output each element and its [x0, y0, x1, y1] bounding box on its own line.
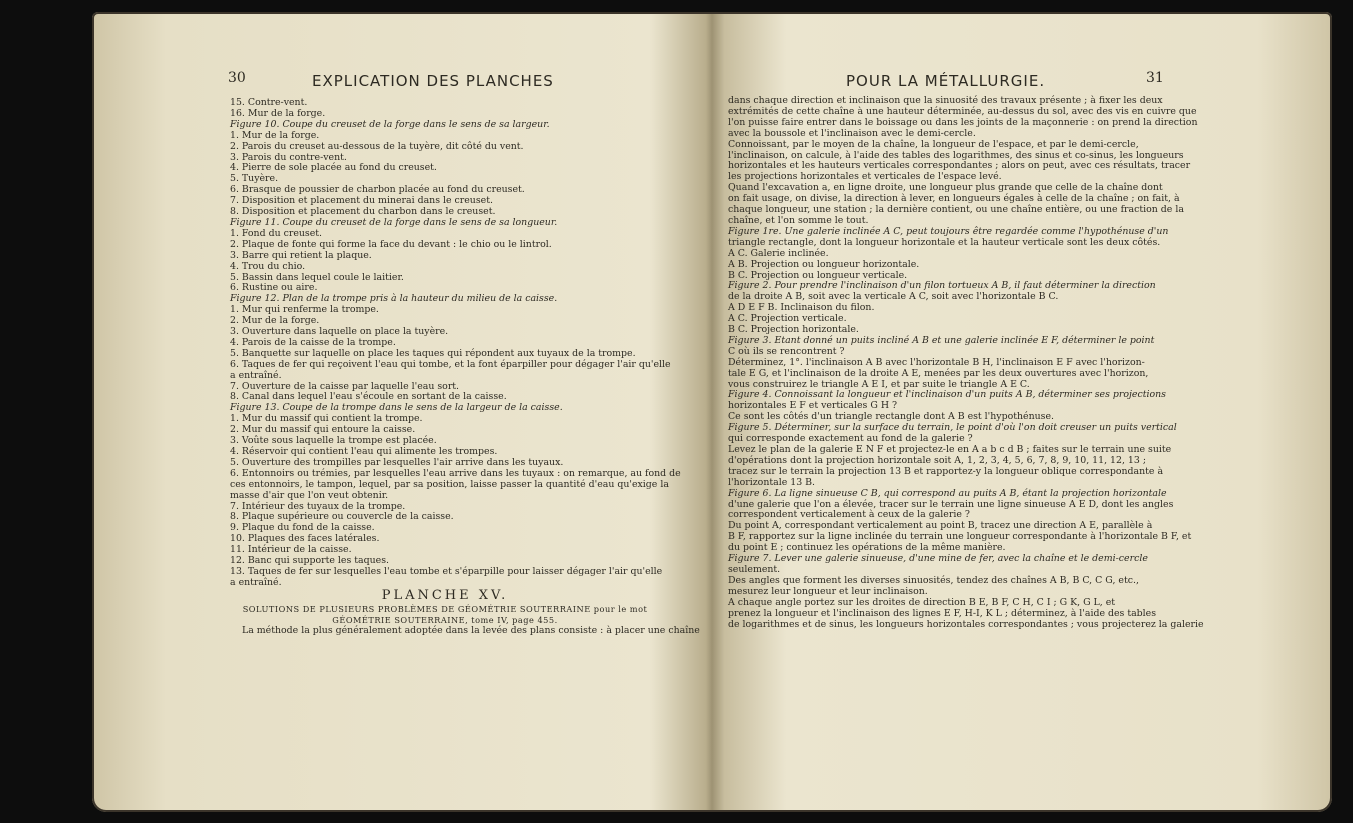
text-line: vous construirez le triangle A E I, et par suite le triangle A E C.	[728, 378, 1030, 390]
right-page-number: 31	[1146, 70, 1164, 86]
text-line: 4. Trou du chio.	[230, 260, 306, 272]
text-line: 6. Brasque de poussier de charbon placée au fond du creuset.	[230, 184, 525, 196]
text-line: 6. Rustine ou aire.	[230, 282, 318, 294]
solutions-heading: GÉOMÉTRIE SOUTERRAINE, tome IV, page 455.	[332, 614, 558, 625]
text-line: 8. Canal dans lequel l'eau s'écoule en sortant de la caisse.	[230, 391, 507, 403]
text-line: 4. Pierre de sole placée au fond du creuset.	[230, 162, 437, 174]
text-line: 2. Plaque de fonte qui forme la face du devant : le chio ou le lintrol.	[230, 238, 552, 250]
text-line: A B. Projection ou longueur horizontale.	[728, 258, 920, 270]
text-line: 4. Réservoir qui contient l'eau qui alimente les trompes.	[230, 446, 498, 457]
left-running-head: EXPLICATION DES PLANCHES	[312, 72, 554, 90]
text-line: Du point A, correspondant verticalement au point B, tracez une direction A E, parallèle à	[728, 520, 1153, 532]
text-line: extrémités de cette chaîne à une hauteur déterminée, au-dessus du sol, avec des vis en cuivre que	[728, 105, 1197, 117]
text-line: de logarithmes et de sinus, les longueurs horizontales correspondantes ; vous projecterez la galerie	[728, 618, 1204, 630]
text-line: d'opérations dont la projection horizontale soit A, 1, 2, 3, 4, 5, 6, 7, 8, 9, 10, 11, 12, 13 ;	[728, 454, 1146, 466]
text-line: Déterminez, 1°. l'inclinaison A B avec l'horizontale B H, l'inclinaison E F avec l'horizon-	[728, 356, 1145, 368]
text-line: 10. Plaques des faces latérales.	[230, 533, 380, 545]
text-line: les projections horizontales et verticales de l'espace levé.	[728, 171, 1002, 183]
text-line: B F, rapportez sur la ligne inclinée du terrain une longueur correspondante à l'horizontale B F, et	[728, 531, 1192, 543]
text-line: 1. Mur du massif qui contient la trompe.	[230, 413, 423, 425]
text-line: Figure 7. Lever une galerie sinueuse, d'une mine de fer, avec la chaîne et le demi-cercle	[728, 553, 1148, 565]
text-line: 6. Entonnoirs ou trémies, par lesquelles l'eau arrive dans les tuyaux : on remarque, au fond de	[230, 467, 681, 479]
text-line: masse d'air que l'on veut obtenir.	[230, 489, 389, 501]
text-line: 3. Parois du contre-vent.	[230, 151, 347, 163]
text-line: Figure 1re. Une galerie inclinée A C, peut toujours être regardée comme l'hypothénuse d'un	[728, 225, 1169, 237]
right-page-body	[728, 95, 1204, 630]
text-line: prenez la longueur et l'inclinaison des lignes E F, H-I, K L ; déterminez, à l'aide des tables	[728, 607, 1157, 619]
text-line: A chaque angle portez sur les droites de direction B E, B F, C H, C I ; G K, G L, et	[728, 596, 1116, 608]
text-line: mesurez leur longueur et leur inclinaison.	[728, 585, 928, 597]
text-line: 3. Voûte sous laquelle la trompe est placée.	[230, 435, 437, 447]
text-line: 4. Parois de la caisse de la trompe.	[230, 336, 396, 348]
text-line: a entraîné.	[230, 369, 282, 381]
text-line: Figure 3. Etant donné un puits incliné A B et une galerie inclinée E F, déterminer le point	[728, 334, 1155, 346]
text-line: ces entonnoirs, le tampon, lequel, par sa position, laisse passer la quantité d'eau qu'exige la	[230, 478, 669, 490]
text-line: on fait usage, on divise, la direction à lever, en longueurs égales à celle de la chaîne ; on fait, à	[728, 193, 1180, 205]
text-line: Figure 5. Déterminer, sur la surface du terrain, le point d'où l'on doit creuser un puits vertical	[728, 422, 1177, 434]
text-line: correspondent verticalement à ceux de la galerie ?	[728, 509, 970, 521]
text-line: 7. Intérieur des tuyaux de la trompe.	[230, 500, 406, 512]
text-line: B C. Projection ou longueur verticale.	[728, 269, 908, 281]
text-line: 5. Bassin dans lequel coule le laitier.	[230, 271, 404, 283]
text-line: Figure 2. Pour prendre l'inclinaison d'un filon tortueux A B, il faut déterminer la direction	[728, 280, 1156, 292]
text-line: Figure 4. Connoissant la longueur et l'inclinaison d'un puits A B, déterminer ses projections	[728, 389, 1166, 401]
text-line: 3. Barre qui retient la plaque.	[230, 249, 372, 261]
text-line: B C. Projection horizontale.	[728, 324, 859, 336]
text-line: seulement.	[728, 563, 781, 575]
text-line: 2. Parois du creuset au-dessous de la tuyère, dit côté du vent.	[230, 140, 524, 152]
left-page-body	[230, 97, 700, 636]
text-line: 5. Tuyère.	[230, 173, 279, 185]
text-line: horizontales E F et verticales G H ?	[728, 400, 898, 412]
text-line: de la droite A B, soit avec la verticale A C, soit avec l'horizontale B C.	[728, 291, 1059, 303]
text-line: Levez le plan de la galerie E N F et projectez-le en A a b c d B ; faites sur le terrain une suite	[728, 444, 1172, 455]
text-line: 15. Contre-vent.	[230, 97, 308, 108]
text-line: triangle rectangle, dont la longueur horizontale et la hauteur verticale sont les deux côtés.	[728, 236, 1161, 248]
left-page-number: 30	[228, 70, 246, 86]
text-line: C où ils se rencontrent ?	[728, 345, 845, 357]
text-line: l'horizontale 13 B.	[728, 476, 816, 488]
text-line: l'inclinaison, on calcule, à l'aide des tables des logarithmes, des sinus et co-sinus, les longueurs	[728, 149, 1184, 161]
text-line: 2. Mur du massif qui entoure la caisse.	[230, 424, 416, 436]
text-line: chaque longueur, une station ; la dernière contient, ou une chaîne entière, ou une fraction de la	[728, 204, 1184, 216]
text-line: 13. Taques de fer sur lesquelles l'eau tombe et s'éparpille pour laisser dégager l'air qu'elle	[230, 565, 663, 577]
text-line: Ce sont les côtés d'un triangle rectangle dont A B est l'hypothénuse.	[728, 411, 1055, 423]
text-line: 1. Mur de la forge.	[230, 129, 320, 141]
text-line: A C. Projection verticale.	[728, 313, 847, 325]
plate-title: PLANCHE XV.	[381, 587, 509, 603]
text-line: A C. Galerie inclinée.	[728, 247, 829, 259]
text-line: 7. Disposition et placement du minerai dans le creuset.	[230, 195, 493, 207]
text-line: 1. Mur qui renferme la trompe.	[230, 304, 379, 316]
text-line: 12. Banc qui supporte les taques.	[230, 555, 389, 567]
text-line: Figure 10. Coupe du creuset de la forge dans le sens de sa largeur.	[230, 118, 550, 130]
text-line: 5. Banquette sur laquelle on place les taques qui répondent aux tuyaux de la trompe.	[230, 347, 636, 359]
text-line: Figure 6. La ligne sinueuse C B, qui correspond au puits A B, étant la projection horizontale	[728, 487, 1167, 499]
text-line: La méthode la plus généralement adoptée dans la levée des plans consiste : à placer une chaîne	[242, 624, 700, 636]
text-line: Connoissant, par le moyen de la chaîne, la longueur de l'espace, et par le demi-cercle,	[728, 138, 1139, 150]
text-line: d'une galerie que l'on a élevée, tracer sur le terrain une ligne sinueuse A E D, dont les angles	[728, 498, 1174, 510]
solutions-heading: SOLUTIONS DE PLUSIEURS PROBLÈMES DE GÉOMÉTRIE SOUTERRAINE pour le mot	[242, 603, 648, 614]
text-line: horizontales et les hauteurs verticales correspondantes ; alors on peut, avec ces résultats, tracer	[728, 160, 1191, 172]
text-line: 7. Ouverture de la caisse par laquelle l'eau sort.	[230, 380, 460, 392]
text-line: Figure 11. Coupe du creuset de la forge dans le sens de sa longueur.	[230, 216, 558, 228]
text-line: Quand l'excavation a, en ligne droite, une longueur plus grande que celle de la chaîne dont	[728, 182, 1163, 194]
text-line: chaîne, et l'on somme le tout.	[728, 214, 869, 226]
text-line: 9. Plaque du fond de la caisse.	[230, 522, 375, 534]
text-line: 3. Ouverture dans laquelle on place la tuyère.	[230, 326, 449, 338]
text-line: dans chaque direction et inclinaison que la sinuosité des travaux présente ; à fixer les deux	[728, 95, 1163, 106]
text-line: qui corresponde exactement au fond de la galerie ?	[728, 433, 973, 445]
text-line: A D E F B. Inclinaison du filon.	[728, 302, 875, 314]
text-line: 5. Ouverture des trompilles par lesquelles l'air arrive dans les tuyaux.	[230, 456, 564, 468]
text-line: 8. Plaque supérieure ou couvercle de la caisse.	[230, 511, 454, 523]
text-line: Figure 12. Plan de la trompe pris à la hauteur du milieu de la caisse.	[230, 293, 558, 305]
text-line: 6. Taques de fer qui reçoivent l'eau qui tombe, et la font éparpiller pour dégager l'air qu'elle	[230, 358, 671, 370]
text-line: l'on puisse faire entrer dans le boissage ou dans les joints de la maçonnerie : on prend la direction	[728, 116, 1198, 128]
text-line: du point E ; continuez les opérations de la même manière.	[728, 542, 1006, 554]
text-line: 2. Mur de la forge.	[230, 315, 320, 327]
text-line: a entraîné.	[230, 576, 282, 588]
text-line: 16. Mur de la forge.	[230, 107, 326, 119]
text-line: Figure 13. Coupe de la trompe dans le sens de la largeur de la caisse.	[230, 402, 563, 414]
text-line: avec la boussole et l'inclinaison avec le demi-cercle.	[728, 127, 976, 139]
text-line: 1. Fond du creuset.	[230, 227, 323, 239]
right-running-head: POUR LA MÉTALLURGIE.	[846, 72, 1046, 90]
text-line: 11. Intérieur de la caisse.	[230, 544, 352, 556]
text-line: tale E G, et l'inclinaison de la droite A E, menées par les deux ouvertures avec l'horizon,	[728, 367, 1149, 379]
text-line: Des angles que forment les diverses sinuosités, tendez des chaînes A B, B C, C G, etc.,	[728, 574, 1139, 586]
text-line: 8. Disposition et placement du charbon dans le creuset.	[230, 206, 496, 218]
text-line: tracez sur le terrain la projection 13 B et rapportez-y la longueur oblique correspondante à	[728, 465, 1164, 477]
